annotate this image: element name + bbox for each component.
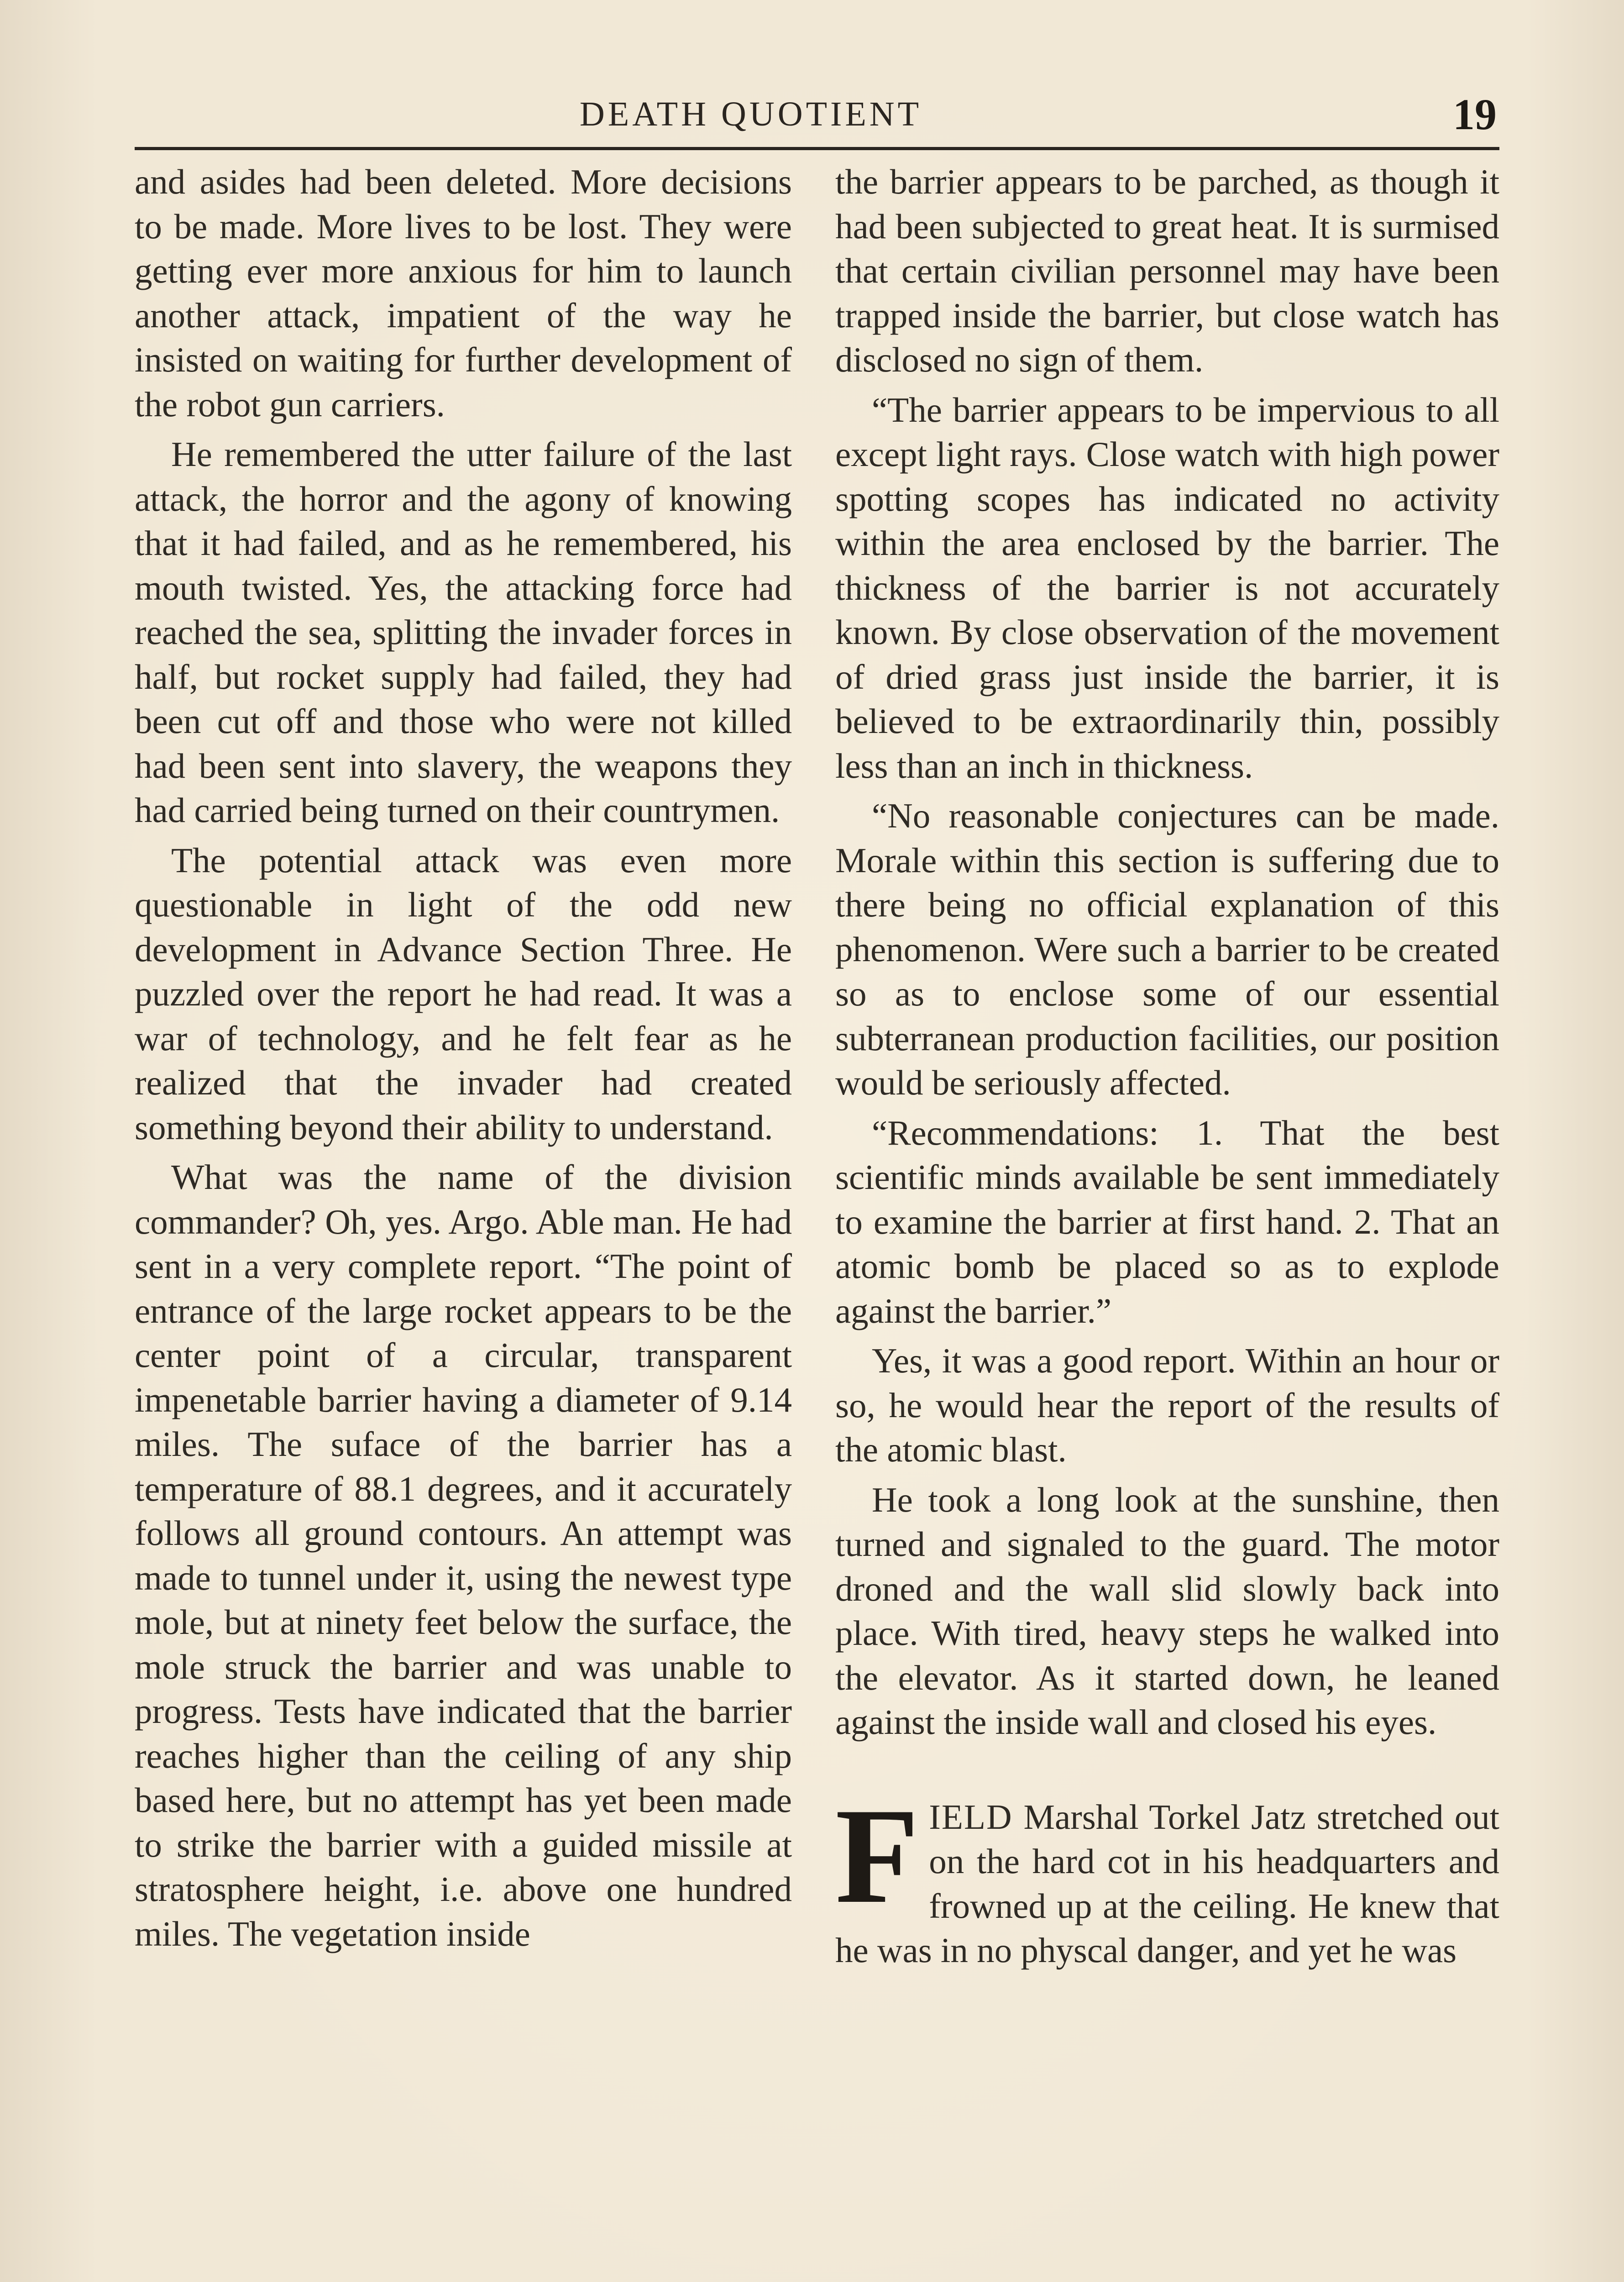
paragraph: and asides had been deleted. More decisions to be made. More lives to be lost. They were getting ever more anxious for him to launch another attack, impatient of the way he insisted on waiting for further development of the robot gun carriers. — [135, 162, 792, 424]
right-column — [835, 160, 1499, 1978]
drop-cap: F — [835, 1780, 919, 1931]
paragraph-text: Marshal Torkel Jatz stretched out on the hard cot in his headquarters and frowned up at the ceiling. He knew that he was in no physcal danger, and yet he was — [835, 1797, 1499, 1970]
paragraph: “Recommendations: 1. That the best scientific minds available be sent immediately to examine the barrier at first hand. 2. That an atomic bomb be placed so as to explode against the barrier.” — [835, 1113, 1499, 1330]
page-number: 19 — [1453, 90, 1497, 139]
paragraph: He took a long look at the sunshine, then turned and signaled to the guard. The motor droned and the wall slid slowly back into place. With tired, heavy steps he walked into the elevator. As it started down, he leaned against the inside wall and closed his eyes. — [835, 1480, 1499, 1742]
page-header — [135, 89, 1499, 153]
left-column — [135, 160, 792, 1962]
paragraph: The potential attack was even more questionable in light of the odd new development in Advance Section Three. He puzzled over the report he had read. It was a war of technology, and he felt fear as he realized that the invader had created something beyond their ability to understand. — [135, 840, 792, 1147]
paragraph: the barrier appears to be parched, as though it had been subjected to great heat. It is surmised that certain civilian personnel may have been trapped inside the barrier, but close watch has disclosed no sign of them. — [835, 162, 1499, 379]
running-title: DEATH QUOTIENT — [579, 95, 922, 133]
paragraph: “The barrier appears to be impervious to all except light rays. Close watch with high power spotting scopes has indicated no activity within the area enclosed by the barrier. The thickness of the barrier is not accurately known. By close observation of the movement of dried grass just inside the barrier, it is believed to be extraordinarily thin, possibly less than an inch in thickness. — [835, 390, 1499, 785]
paragraph: What was the name of the division commander? Oh, yes. Argo. Able man. He had sent in a very complete report. “The point of entrance of the large rocket appears to be the center point of a circular, transparent impenetable barrier having a diameter of 9.14 miles. The suface of the barrier has a temperature of 88.1 degrees, and it accurately follows all ground contours. An attempt was made to tunnel under it, using the newest type mole, but at ninety feet below the surface, the mole struck the barrier and was unable to progress. Tests have indicated that the barrier reaches higher than the ceiling of any ship based here, but no attempt has yet been made to strike the barrier with a guided missile at stratosphere height, i.e. above one hundred miles. The vegetation inside — [135, 1157, 792, 1953]
paragraph: He remembered the utter failure of the last attack, the horror and the agony of knowing that it had failed, and as he remembered, his mouth twisted. Yes, the attacking force had reached the sea, splitting the invader forces in half, but rocket supply had failed, they had been cut off and those who were not killed had been sent into slavery, the weapons they had carried being turned on their countrymen. — [135, 434, 792, 830]
header-rule — [135, 147, 1499, 150]
lead-in-text: IELD — [929, 1797, 1013, 1837]
paragraph: “No reasonable conjectures can be made. Morale within this section is suffering due to there being no official explanation of this phenomenon. Were such a barrier to be created so as to enclose some of our essential subterranean production facilities, our position would be seriously affected. — [835, 796, 1499, 1102]
chapter-opening-paragraph — [835, 1780, 1499, 1973]
paragraph: Yes, it was a good report. Within an hour or so, he would hear the report of the results of the atomic blast. — [835, 1341, 1499, 1469]
